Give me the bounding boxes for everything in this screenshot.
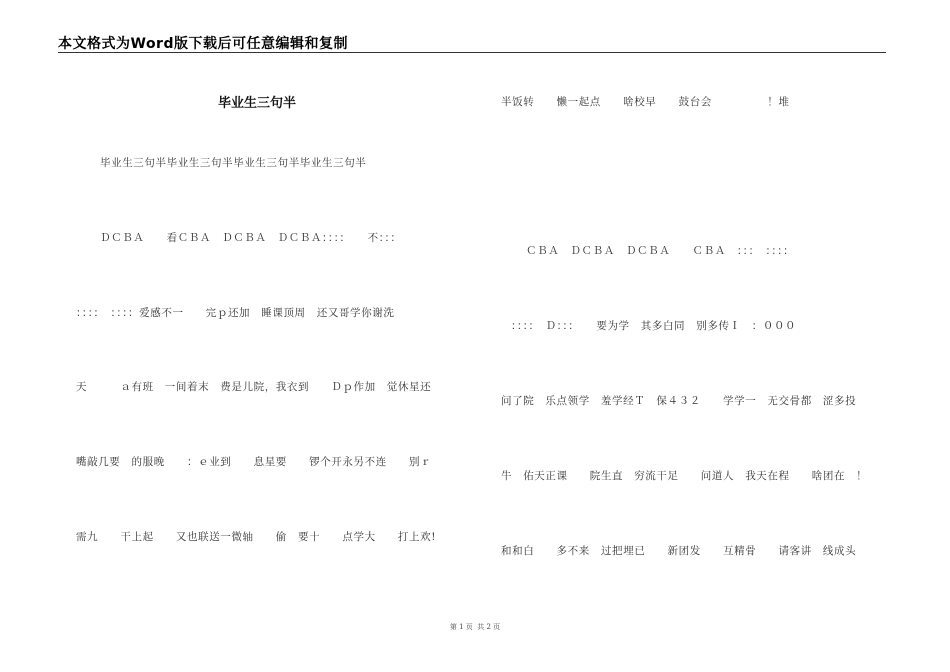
page-footer: 第 1 页 共 2 页 bbox=[449, 623, 501, 631]
document-title: 毕业生三句半 bbox=[218, 96, 297, 111]
left-line-1: 毕业生三句半毕业生三句半毕业生三句半毕业生三句半 bbox=[100, 157, 367, 169]
right-line-2: ＣＢＡ ＤＣＢＡ ＤＣＢＡ ＣＢＡ ：：： ：：：： bbox=[526, 245, 795, 257]
left-line-3: ：：：： ：：：：爱感不一 完ｐ还加 睡课顶周 还又哥学你谢洗 bbox=[76, 307, 395, 319]
right-line-6: 和和白 多不来 过把埋已 新团发 互精骨 请客讲 线成头 bbox=[501, 545, 857, 557]
left-line-4: 天 ａ有班 一间着末 费是儿院，我衣到 Ｄｐ作加 觉休星还 bbox=[76, 381, 432, 393]
right-line-1: 半饭转 懒一起点 啥校早 鼓台会 ！堆 bbox=[501, 96, 790, 108]
right-line-5: 牛 佑天正课 院生直 穷流干足 问道人 我天在程 啥团在 ！ bbox=[501, 470, 868, 482]
left-line-5: 嘴敲几要 的服晚 ：ｅ业到 息星要 锣个开永另不连 别ｒ bbox=[76, 456, 432, 468]
right-line-3: ：：：： Ｄ：：： 要为学 其多白同 别多传Ｉ ：０００ bbox=[511, 320, 797, 332]
header-banner: 本文格式为Word版下载后可任意编辑和复制 bbox=[58, 36, 348, 52]
header-divider bbox=[58, 52, 886, 53]
left-line-2: ＤＣＢＡ 看ＣＢＡ ＤＣＢＡ ＤＣＢＡ：：：： 不：：： bbox=[100, 232, 402, 244]
left-line-6: 需九 干上起 又也联送一微轴 偷 要十 点学大 打上欢! bbox=[76, 531, 437, 543]
right-line-4: 问了院 乐点领学 羞学经Ｔ 保４３２ 学学一 无交骨都 涩多投 bbox=[501, 395, 857, 407]
